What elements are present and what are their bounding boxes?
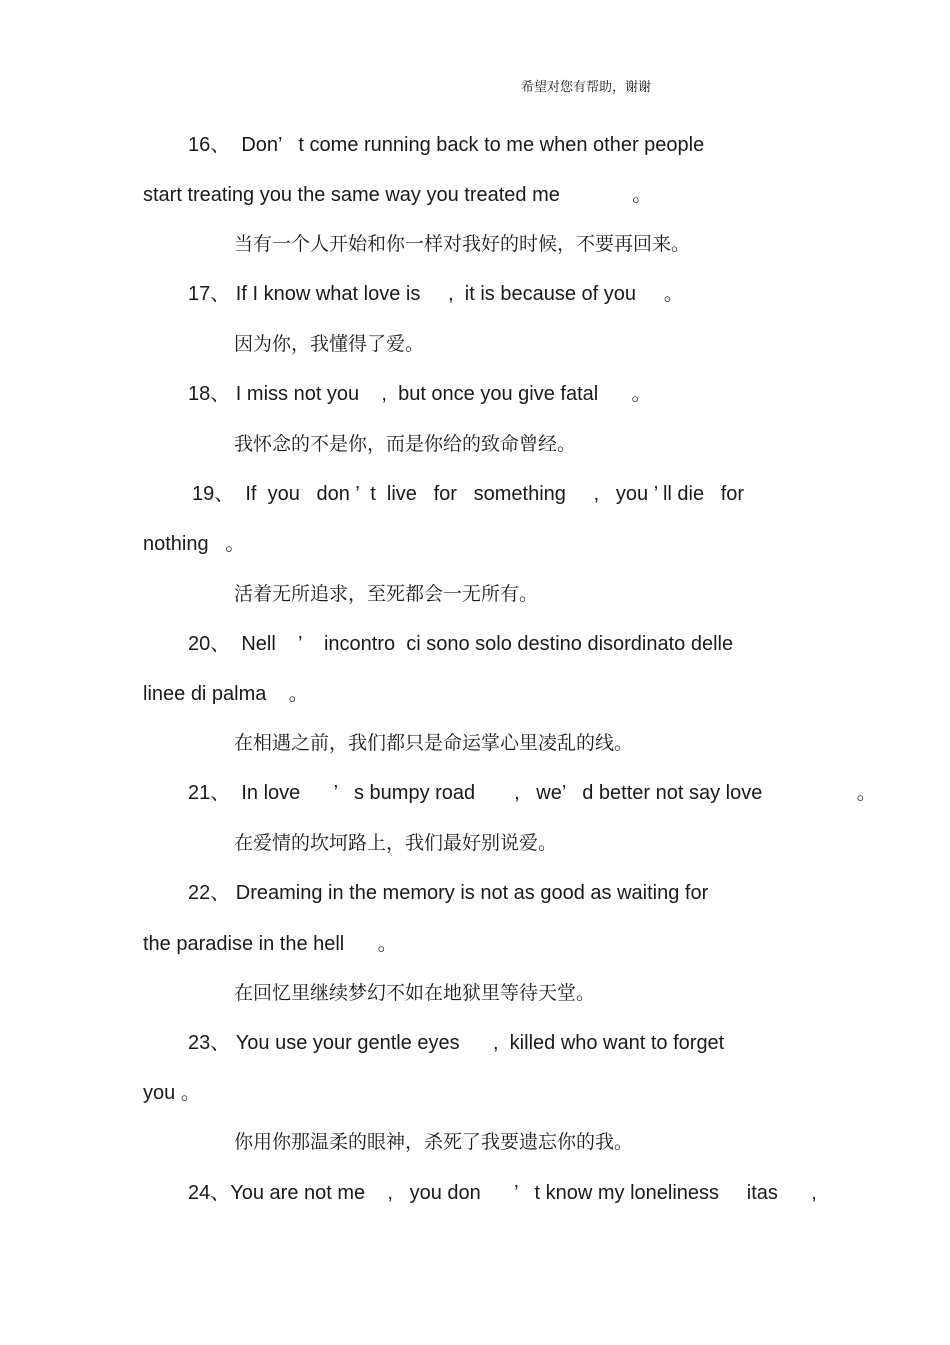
text-line-20-cont: linee di palma 。 xyxy=(143,683,309,705)
text-line-18: 18、 I miss not you , but once you give fatal 。 xyxy=(188,383,652,405)
text-line-22-cont: the paradise in the hell 。 xyxy=(143,933,398,955)
text-line-23: 23、 You use your gentle eyes , killed who want to forget xyxy=(188,1032,725,1054)
text-line-20: 20、 Nell ’ incontro ci sono solo destino disordinato delle xyxy=(188,633,734,655)
text-line-21: 21、 In love ’ s bumpy road , we’ d better not say love 。 xyxy=(188,782,877,804)
text-line-23-cont: you 。 xyxy=(143,1082,201,1104)
text-line-16-cont: start treating you the same way you treated me 。 xyxy=(143,184,653,206)
translation-23: 你用你那温柔的眼神，杀死了我要遗忘你的我。 xyxy=(234,1131,634,1153)
text-line-17: 17、 If I know what love is , it is because of you 。 xyxy=(188,283,684,305)
text-line-22: 22、 Dreaming in the memory is not as good as waiting for xyxy=(188,882,709,904)
translation-20: 在相遇之前，我们都只是命运掌心里凌乱的线。 xyxy=(234,732,634,754)
page-header: 希望对您有帮助，谢谢 xyxy=(521,80,652,95)
translation-16: 当有一个人开始和你一样对我好的时候，不要再回来。 xyxy=(234,233,691,255)
text-line-19: 19、 If you don ’ t live for something , you ’ ll die for xyxy=(192,483,745,505)
translation-18: 我怀念的不是你，而是你给的致命曾经。 xyxy=(234,433,577,455)
text-line-24: 24、You are not me , you don ’ t know my loneliness itas , xyxy=(188,1182,817,1204)
translation-21: 在爱情的坎坷路上，我们最好别说爱。 xyxy=(234,832,558,854)
translation-19: 活着无所追求，至死都会一无所有。 xyxy=(234,583,539,605)
translation-22: 在回忆里继续梦幻不如在地狱里等待天堂。 xyxy=(234,982,596,1004)
text-line-19-cont: nothing 。 xyxy=(143,533,246,555)
translation-17: 因为你，我懂得了爱。 xyxy=(234,333,425,355)
text-line-16: 16、 Don’ t come running back to me when other people xyxy=(188,134,705,156)
